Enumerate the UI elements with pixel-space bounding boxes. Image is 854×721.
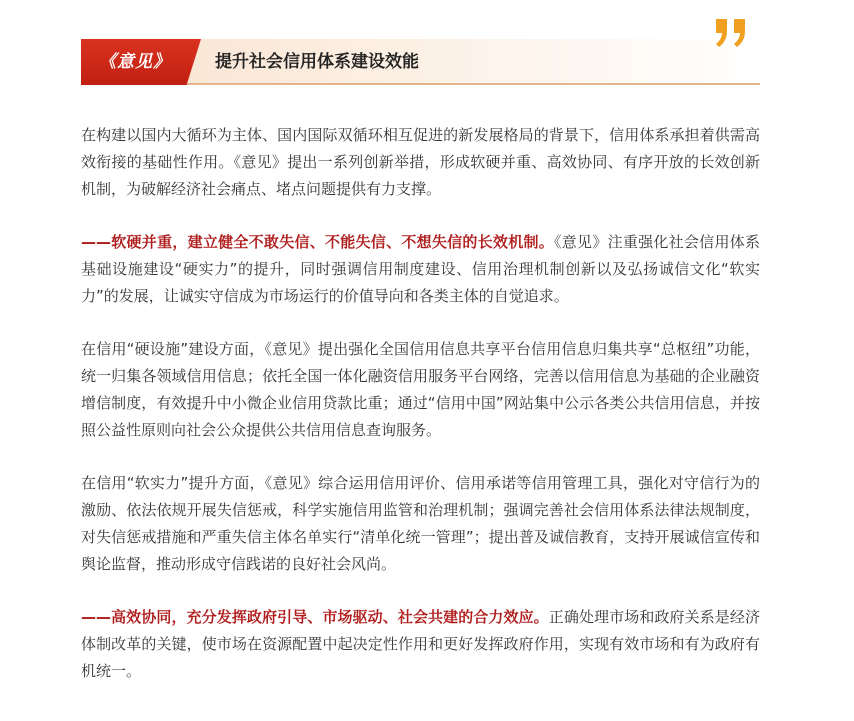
- header-tag-label: 《意见》: [99, 52, 171, 72]
- paragraph: [81, 470, 760, 578]
- article-body: [81, 122, 760, 711]
- section-header: [81, 39, 760, 85]
- paragraph: [81, 122, 760, 203]
- paragraph-lead: ——软硬并重，建立健全不敢失信、不能失信、不想失信的长效机制。: [81, 233, 555, 251]
- section-title: 提升社会信用体系建设效能: [215, 52, 419, 72]
- paragraph: [81, 229, 760, 310]
- paragraph-text: 正确处理市场和政府关系是经济体制改革的关键，使市场在资源配置中起决定性作用和更好发挥政府作用，实现有效市场和有为政府有机统一。: [81, 608, 760, 680]
- paragraph-lead: ——高效协同，充分发挥政府引导、市场驱动、社会共建的合力效应。: [81, 608, 549, 626]
- paragraph: [81, 604, 760, 685]
- paragraph-text: 在构建以国内大循环为主体、国内国际双循环相互促进的新发展格局的背景下，信用体系承担着供需高效衔接的基础性作用。《意见》提出一系列创新举措，形成软硬并重、高效协同、有序开放的长效创新机制，为破解经济社会痛点、堵点问题提供有力支撑。: [81, 126, 760, 198]
- quote-mark-icon: [714, 17, 748, 49]
- paragraph-text: 《意见》注重强化社会信用体系基础设施建设“硬实力”的提升，同时强调信用制度建设、信用治理机制创新以及弘扬诚信文化“软实力”的发展，让诚实守信成为市场运行的价值导向和各类主体的自觉追求。: [81, 233, 760, 305]
- paragraph: [81, 336, 760, 444]
- paragraph-text: 在信用“硬设施”建设方面，《意见》提出强化全国信用信息共享平台信用信息归集共享“总枢纽”功能，统一归集各领域信用信息；依托全国一体化融资信用服务平台网络，完善以信用信息为基础的企业融资增信制度，有效提升中小微企业信用贷款比重；通过“信用中国”网站集中公示各类公共信用信息，并按照公益性原则向社会公众提供公共信用信息查询服务。: [81, 340, 760, 439]
- paragraph-text: 在信用“软实力”提升方面，《意见》综合运用信用评价、信用承诺等信用管理工具，强化对守信行为的激励、依法依规开展失信惩戒，科学实施信用监管和治理机制；强调完善社会信用体系法律法规制度，对失信惩戒措施和严重失信主体名单实行“清单化统一管理”；提出普及诚信教育，支持开展诚信宣传和舆论监督，推动形成守信践诺的良好社会风尚。: [81, 474, 760, 573]
